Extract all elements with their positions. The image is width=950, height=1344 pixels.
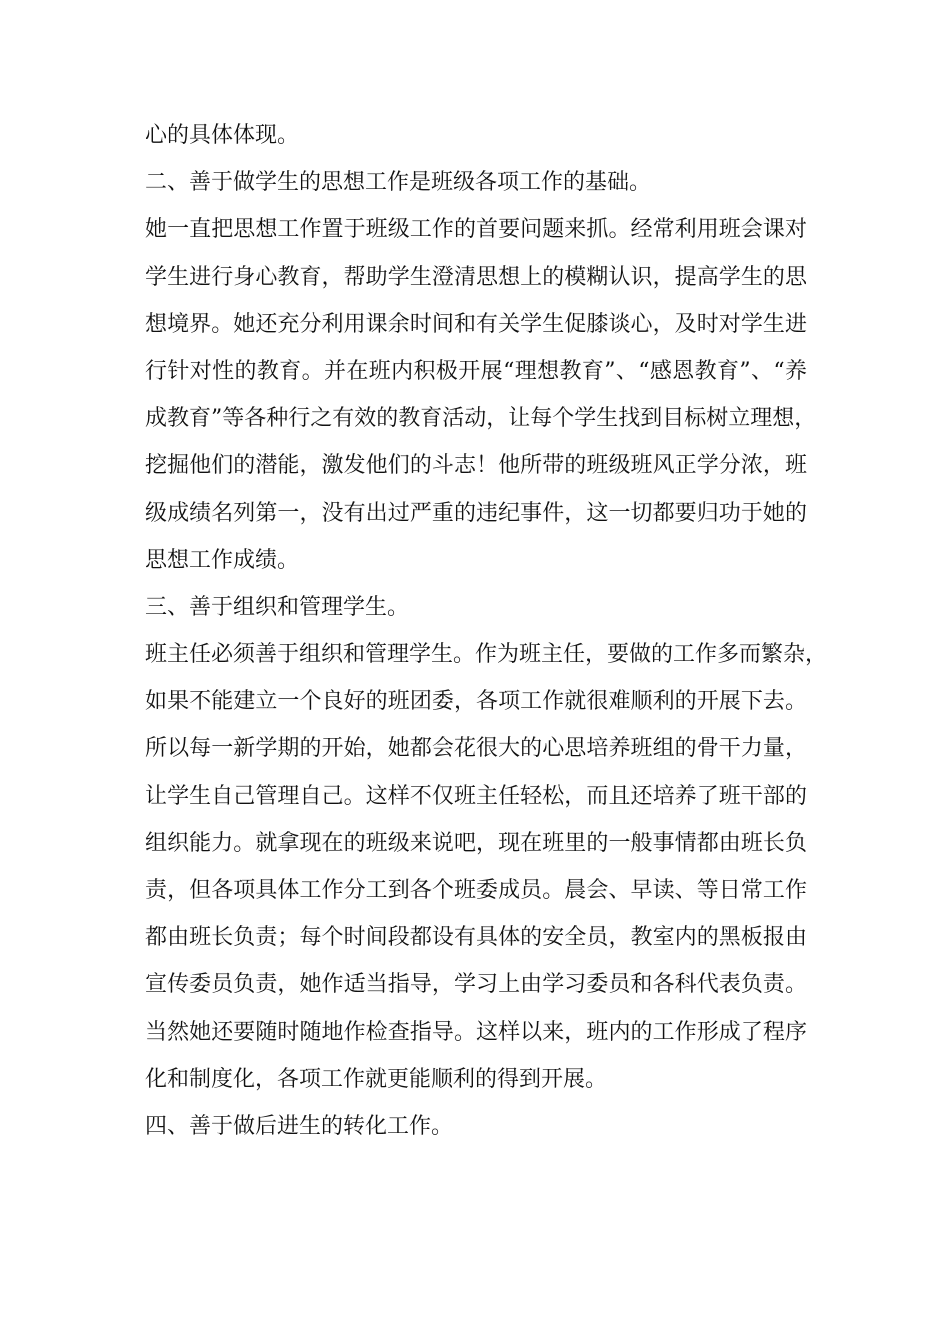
line-text: 让学生自己管理自己。这样不仅班主任轻松，而且还培养了班干部的 — [145, 783, 807, 809]
text-line — [145, 961, 807, 1008]
line-text: 三、善于组织和管理学生。 — [145, 594, 410, 620]
line-text: 成教育”等各种行之有效的教育活动，让每个学生找到目标树立理想， — [145, 406, 817, 432]
line-text: 组织能力。就拿现在的班级来说吧，现在班里的一般事情都由班长负 — [145, 830, 807, 856]
section-heading — [145, 1103, 807, 1150]
line-text: 思想工作成绩。 — [145, 547, 300, 573]
text-line — [145, 348, 807, 395]
line-text: 宣传委员负责，她作适当指导，学习上由学习委员和各科代表负责。 — [145, 972, 807, 998]
text-line — [145, 206, 807, 253]
text-line — [145, 442, 807, 489]
text-line — [145, 773, 807, 820]
text-line — [145, 490, 807, 537]
section-heading — [145, 584, 807, 631]
line-text: 二、善于做学生的思想工作是班级各项工作的基础。 — [145, 170, 652, 196]
line-text: 责，但各项具体工作分工到各个班委成员。晨会、早读、等日常工作 — [145, 878, 807, 903]
text-line — [145, 914, 807, 961]
text-line — [145, 395, 817, 442]
text-line — [145, 725, 807, 772]
text-line — [145, 1009, 807, 1056]
line-text: 班主任必须善于组织和管理学生。作为班主任，要做的工作多而繁杂， — [145, 642, 828, 668]
line-text: 心的具体体现。 — [145, 123, 300, 148]
line-text: 她一直把思想工作置于班级工作的首要问题来抓。经常利用班会课对 — [145, 217, 807, 243]
text-line — [145, 537, 807, 584]
line-text: 所以每一新学期的开始，她都会花很大的心思培养班组的骨干力量， — [145, 736, 807, 762]
section-heading — [145, 159, 807, 206]
line-text: 想境界。她还充分利用课余时间和有关学生促膝谈心，及时对学生进 — [145, 311, 807, 337]
text-line — [145, 1056, 807, 1103]
line-text: 四、善于做后进生的转化工作。 — [145, 1113, 454, 1139]
line-text: 级成绩名列第一，没有出过严重的违纪事件，这一切都要归功于她的 — [145, 500, 807, 526]
text-line — [145, 301, 807, 348]
line-text: 都由班长负责；每个时间段都设有具体的安全员，教室内的黑板报由 — [145, 925, 807, 951]
document-body — [145, 112, 828, 1150]
text-line — [145, 112, 807, 159]
text-line — [145, 631, 828, 678]
line-text: 学生进行身心教育，帮助学生澄清思想上的模糊认识，提高学生的思 — [145, 264, 807, 290]
line-text: 行针对性的教育。并在班内积极开展“理想教育”、“感恩教育”、“养 — [145, 358, 807, 384]
line-text: 化和制度化，各项工作就更能顺利的得到开展。 — [145, 1066, 608, 1092]
text-line — [145, 678, 807, 725]
line-text: 如果不能建立一个良好的班团委，各项工作就很难顺利的开展下去。 — [145, 689, 807, 715]
line-text: 当然她还要随时随地作检查指导。这样以来，班内的工作形成了程序 — [145, 1019, 807, 1045]
text-line — [145, 254, 807, 301]
text-line — [145, 820, 807, 867]
line-text: 挖掘他们的潜能，激发他们的斗志！他所带的班级班风正学分浓，班 — [145, 453, 807, 479]
text-line — [145, 867, 807, 914]
